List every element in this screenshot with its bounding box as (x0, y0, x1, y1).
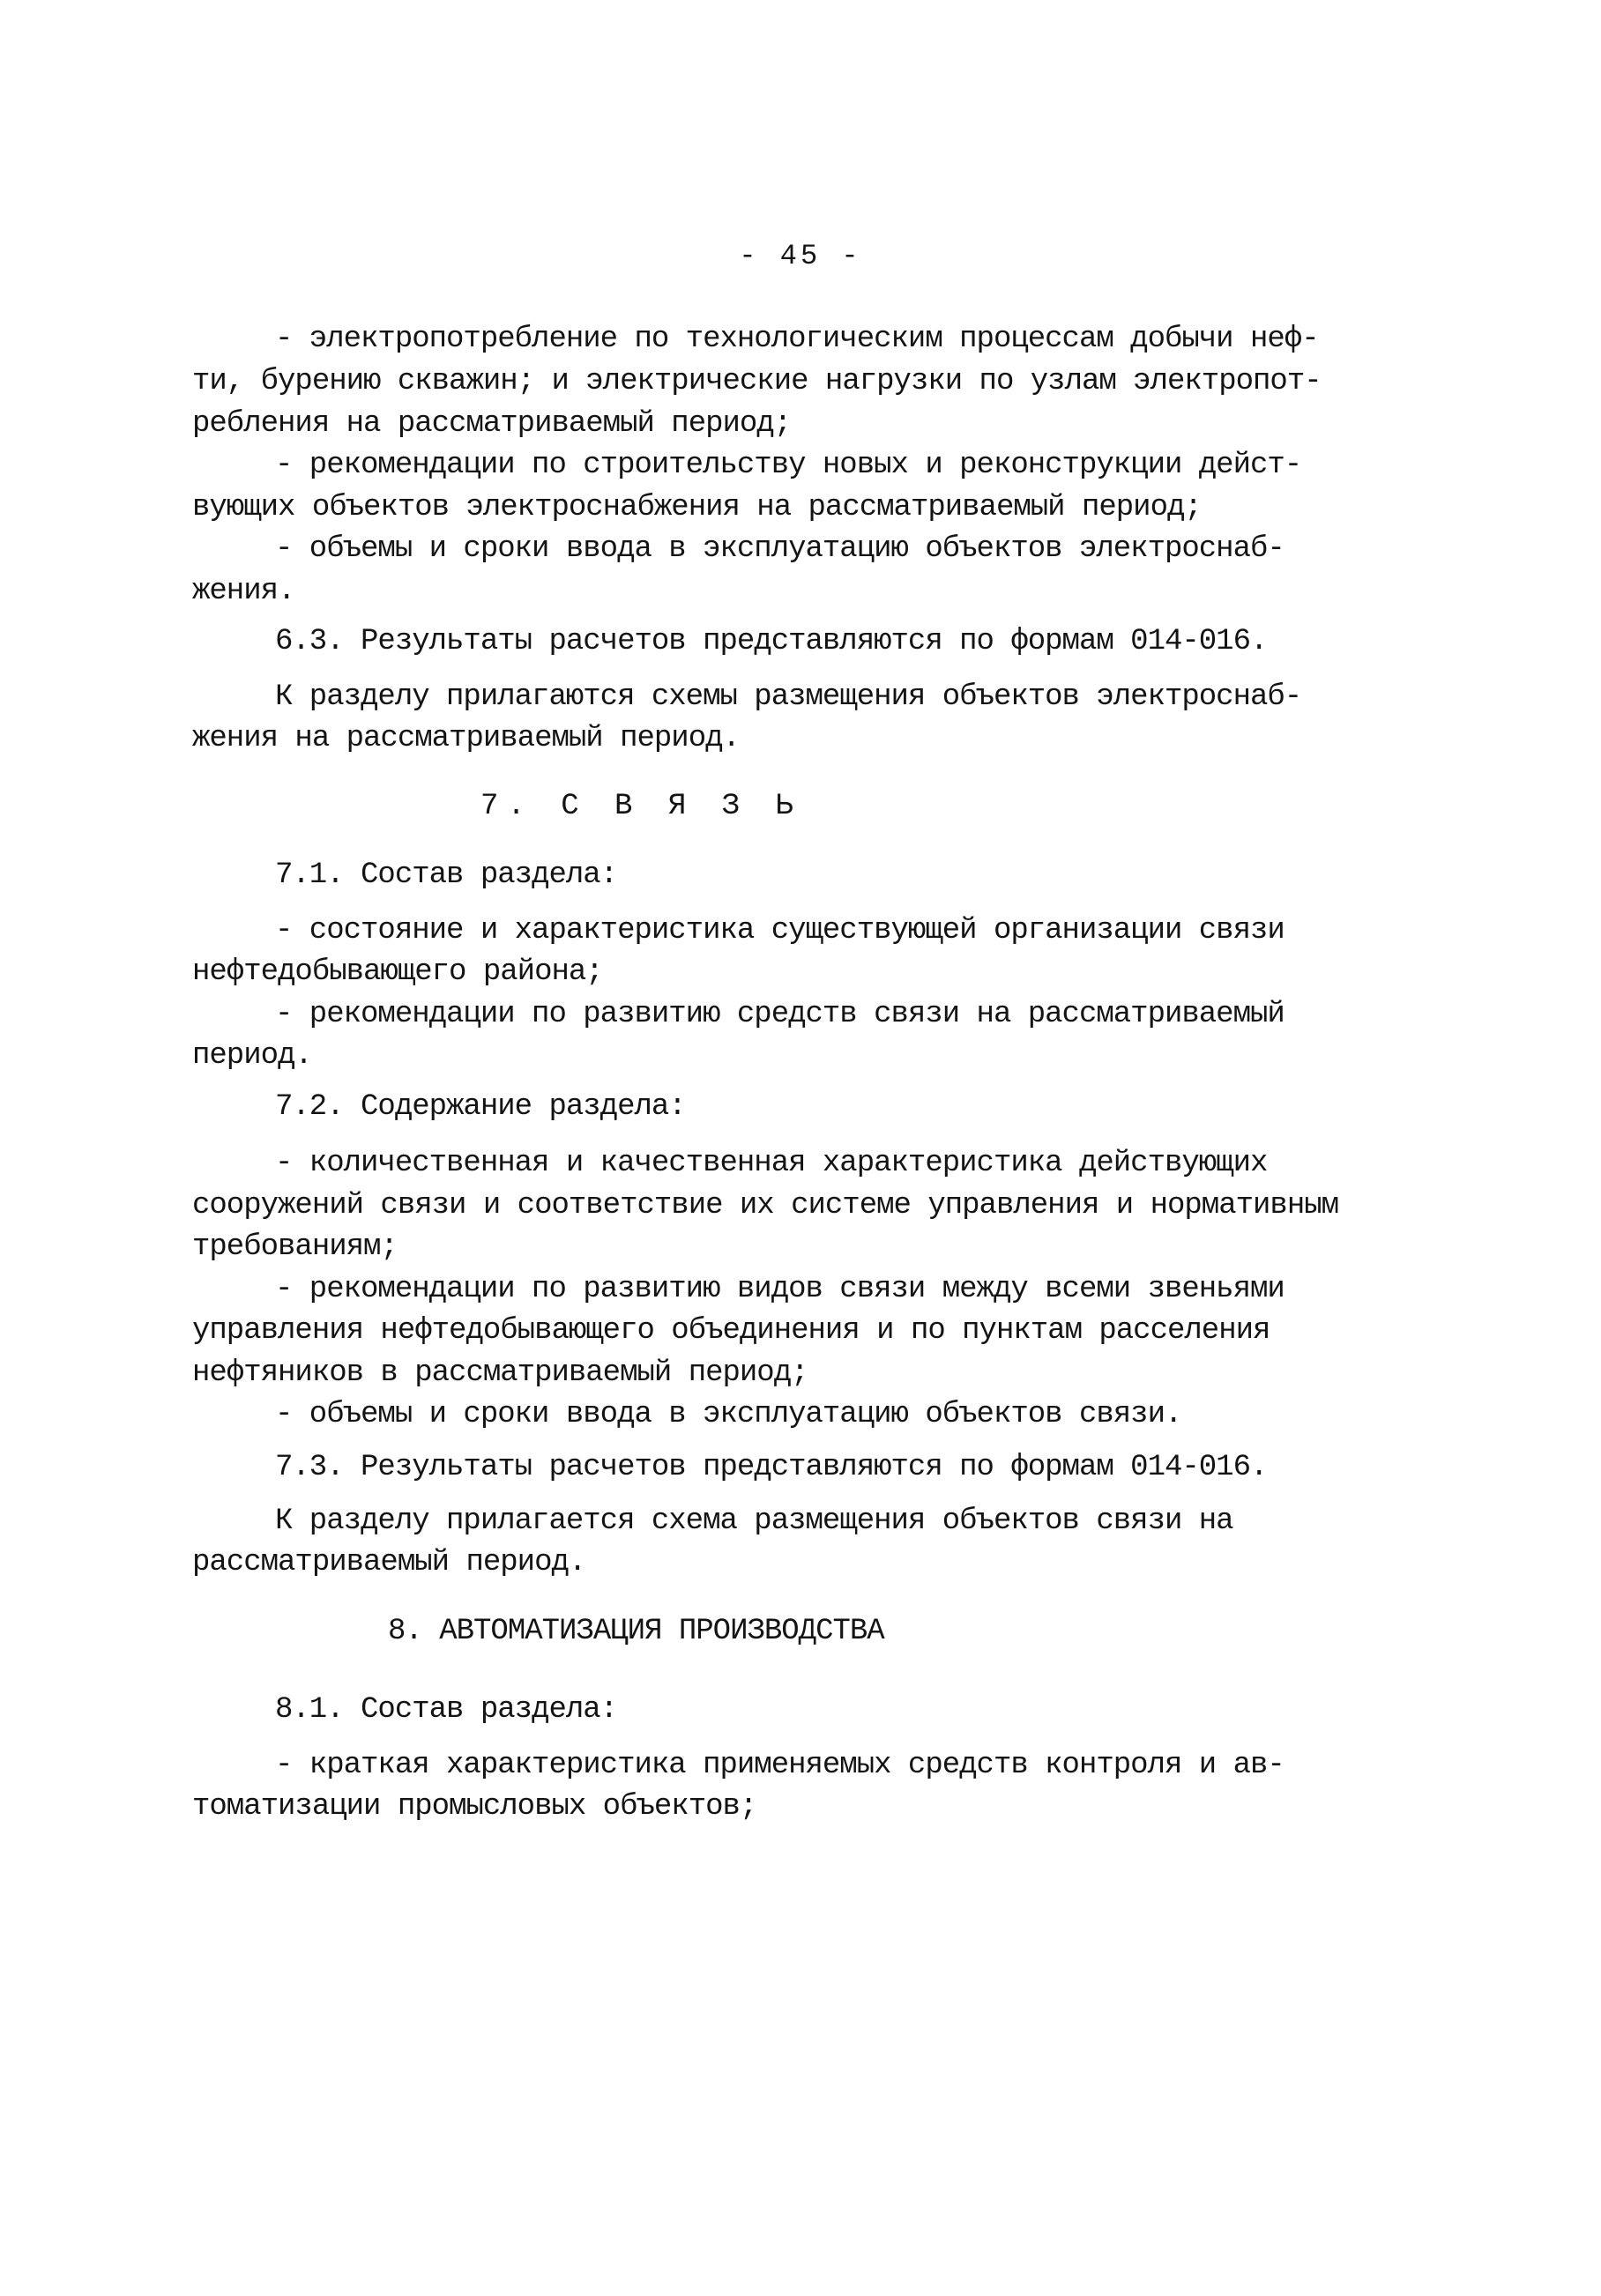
text-line: ребления на рассматриваемый период; (192, 407, 792, 441)
text-line: 7.1. Состав раздела: (275, 858, 618, 892)
text-line: - рекомендации по развитию средств связи на рассматриваемый (275, 998, 1285, 1031)
text-line: жения. (192, 575, 295, 608)
text-line: - краткая характеристика применяемых средств контроля и ав- (275, 1749, 1285, 1782)
section-heading: 8. АВТОМАТИЗАЦИЯ ПРОИЗВОДСТВА (388, 1615, 884, 1648)
text-line: - объемы и сроки ввода в эксплуатацию объектов связи. (275, 1398, 1182, 1431)
section-heading: 7. С В Я З Ь (480, 790, 802, 823)
text-line: 7.3. Результаты расчетов представляются по формам 014-016. (275, 1451, 1268, 1484)
text-line: - количественная и качественная характеристика действующих (275, 1147, 1268, 1180)
text-line: 7.2. Содержание раздела: (275, 1090, 686, 1124)
text-line: управления нефтедобывающего объединения и по пунктам расселения (192, 1314, 1270, 1348)
text-line: требованиям; (192, 1230, 398, 1264)
text-line: 6.3. Результаты расчетов представляются по формам 014-016. (275, 625, 1268, 658)
text-line: рассматриваемый период. (192, 1546, 586, 1579)
text-line: вующих объектов электроснабжения на рассматриваемый период; (192, 491, 1202, 524)
text-line: жения на рассматриваемый период. (192, 722, 740, 755)
text-line: период. (192, 1039, 312, 1073)
text-line: - рекомендации по развитию видов связи между всеми звеньями (275, 1273, 1285, 1306)
text-line: К разделу прилагается схема размещения объектов связи на (275, 1505, 1233, 1538)
text-line: К разделу прилагаются схемы размещения объектов электроснаб- (275, 680, 1302, 714)
text-line: - электропотребление по технологическим процессам добычи неф- (275, 323, 1319, 356)
text-line: ти, бурению скважин; и электрические нагрузки по узлам электропот- (192, 365, 1322, 398)
text-line: нефтедобывающего района; (192, 955, 603, 989)
text-line: 8.1. Состав раздела: (275, 1693, 618, 1727)
text-line: томатизации промысловых объектов; (192, 1790, 757, 1824)
text-line: - состояние и характеристика существующей организации связи (275, 914, 1285, 947)
text-line: нефтяников в рассматриваемый период; (192, 1356, 808, 1390)
page-number: - 45 - (739, 240, 862, 272)
text-line: - объемы и сроки ввода в эксплуатацию объектов электроснаб- (275, 532, 1285, 566)
text-line: - рекомендации по строительству новых и реконструкции дейст- (275, 449, 1302, 482)
text-line: сооружений связи и соответствие их системе управления и нормативным (192, 1189, 1339, 1222)
